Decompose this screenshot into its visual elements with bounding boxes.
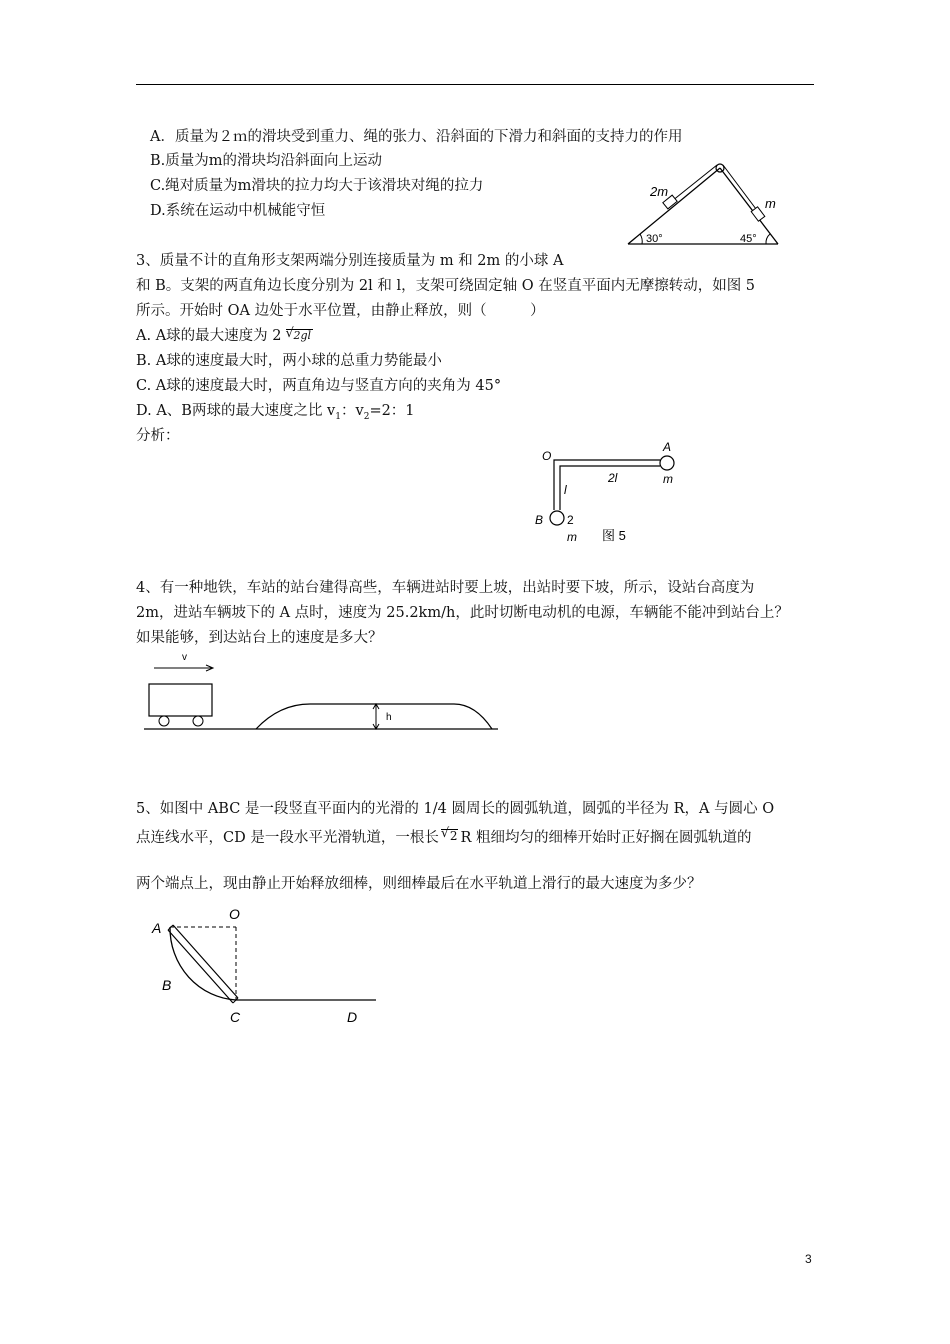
label-l: l [564,483,567,497]
q4-line2: 2m，进站车辆坡下的 A 点时，速度为 25.2km/h，此时切断电动机的电源，车辆能不能冲到站台上？ [136,605,789,621]
label-c: C [230,1009,241,1025]
q3-option-d: D. A、B两球的最大速度之比 $v_1$：$v_2=2$：1 [136,403,415,422]
q2-option-d: D.系统在运动中机械能守恒 [150,203,326,219]
label-v: v [182,652,187,663]
q2-option-c: C.绳对质量为m滑块的拉力均大于该滑块对绳的拉力 [150,178,484,194]
wheel-left [159,716,169,726]
label-o: O [542,449,552,463]
figure-caption: 图 5 [602,528,626,543]
label-b: B [535,513,544,527]
angle-45: 45° [740,233,757,245]
label-o: O [229,906,240,922]
train-car [149,684,212,716]
page-number: 3 [805,1252,812,1266]
label-d: D [347,1009,358,1025]
angle-30: 30° [646,233,663,245]
label-b: B [162,977,172,993]
header-rule [136,84,814,85]
label-2l: 2l [608,471,618,485]
q2-option-a: A．质量为２ｍ的滑块受到重力、绳的张力、沿斜面的下滑力和斜面的支持力的作用 [150,129,683,145]
q3-line3: 所示。开始时 OA 边处于水平位置，由静止释放，则（ ） [136,303,545,319]
q3-line2: 和 B。支架的两直角边长度分别为 2l 和 l，支架可绕固定轴 O 在竖直平面内无摩擦转动，如图 5 [136,278,756,294]
q4-line3: 如果能够，到达站台上的速度是多大？ [136,630,383,646]
label-mass-b-num: 2 [567,513,574,527]
q2-option-b: B.质量为m的滑块均沿斜面向上运动 [150,153,383,169]
label-a: A [663,440,672,454]
block-m [751,207,765,221]
q5-line2: 点连线水平，CD 是一段水平光滑轨道，一根长 √ 2 R 粗细均匀的细棒开始时正好搁在圆弧轨道的 [136,826,752,846]
label-mass-a: m [663,472,673,486]
q3-analysis: 分析： [136,428,180,444]
label-a: A [152,920,162,936]
label-mass-b-unit: m [567,530,577,544]
train-figure [140,648,505,740]
ball-a [660,456,674,470]
q3-option-b: B. A球的速度最大时，两小球的总重力势能最小 [136,353,442,369]
incline-figure [620,158,790,250]
q3-line1: 3、质量不计的直角形支架两端分别连接质量为 m 和 2m 的小球 A [136,253,564,269]
ball-b [550,511,564,525]
arc-track-figure [140,900,385,1030]
wheel-right [193,716,203,726]
q4-line1: 4、有一种地铁，车站的站台建得高些，车辆进站时要上坡，出站时要下坡，所示，设站台高度为 [136,580,755,596]
label-2m: 2m [650,184,669,199]
arc-abc [170,927,236,1000]
q3-option-a: A. A球的最大速度为 2 √ 2gl [136,326,312,344]
q5-line3: 两个端点上，现由静止开始释放细棒，则细棒最后在水平轨道上滑行的最大速度为多少？ [136,876,702,892]
q3-option-c: C. A球的速度最大时，两直角边与竖直方向的夹角为 45° [136,378,502,394]
frame-figure-5 [530,440,690,550]
label-h: h [386,712,392,723]
q5-line1: 5、如图中 ABC 是一段竖直平面内的光滑的 1/4 圆周长的圆弧轨道，圆弧的半径为 R，A 与圆心 O [136,801,775,817]
label-m: m [765,196,776,211]
